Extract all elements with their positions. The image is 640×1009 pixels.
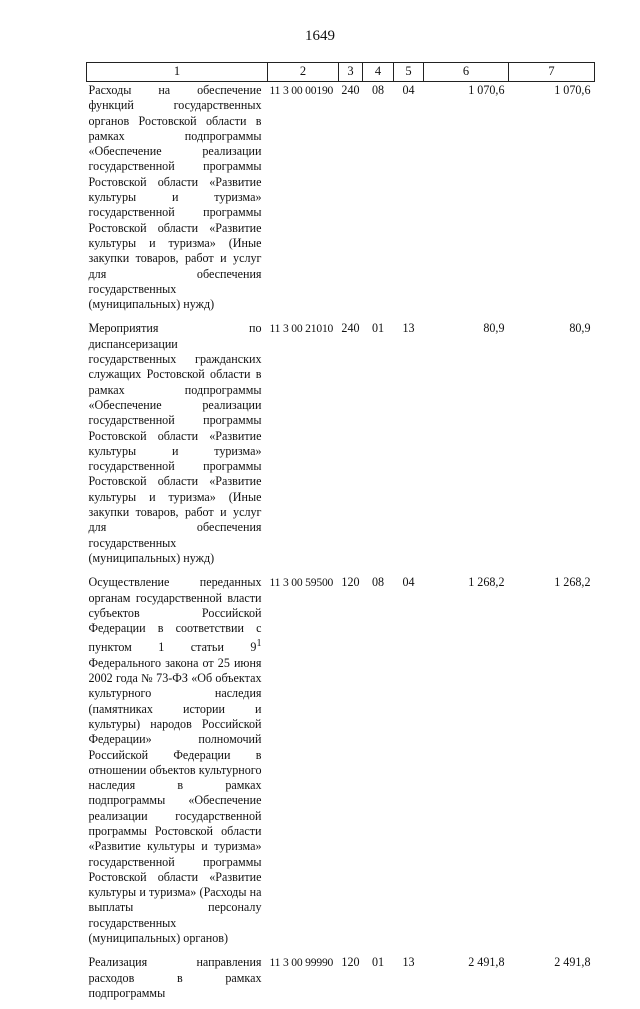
row-section: 01 — [371, 321, 385, 336]
row-section: 08 — [371, 575, 385, 590]
row-subsection: 04 — [402, 575, 415, 590]
table-row — [87, 574, 595, 954]
row-subsection: 04 — [402, 83, 415, 97]
header-col-1: 1 — [87, 63, 268, 82]
header-col-3: 3 — [339, 63, 363, 82]
row-sum-year-2: 1 070,6 — [554, 83, 591, 97]
row-subsection: 13 — [402, 955, 415, 970]
table-row — [87, 320, 595, 574]
table-row — [87, 82, 595, 321]
row-sum-year-1: 1 070,6 — [468, 83, 505, 97]
header-col-7: 7 — [509, 63, 595, 82]
row-sum-year-2: 2 491,8 — [554, 955, 591, 970]
row-description-part-2: Федерального закона от 25 июня 2002 года № 73-ФЗ «Об объектах культурного наследия (памятниках истории и культуры) народов Российской Федерации» полномочий Российской Федерации в отношении объектов культурного наследия в рамках подпрограммы «Обеспечение реализации государственной программы Ростовской области «Развитие культуры и туризма» государственной программы Ростовской области «Развитие культуры и туризма» (Расходы на выплаты персоналу государственных (муниципальных) органов) — [88, 655, 262, 946]
header-col-6: 6 — [424, 63, 509, 82]
row-description: Мероприятия по диспансеризации государственных гражданских служащих Ростовской области в рамках подпрограммы «Обеспечение реализации государственной программы Ростовской области «Развитие культуры и туризма» государственной программы Ростовской области «Развитие культуры и туризма» (Иные закупки товаров, работ и услуг для обеспечения государственных (муниципальных) нужд) — [88, 321, 262, 565]
header-col-4: 4 — [363, 63, 394, 82]
row-target-code: 11 3 00 99990 — [269, 956, 334, 970]
row-sum-year-1: 80,9 — [483, 321, 505, 336]
row-section: 08 — [371, 83, 385, 97]
header-row — [87, 63, 595, 82]
table-header — [87, 63, 595, 82]
row-target-code: 11 3 00 00190 — [269, 84, 334, 97]
row-expense-type: 240 — [341, 321, 360, 336]
row-description: Расходы на обеспечение функций государственных органов Ростовской области в рамках подпрограммы «Обеспечение реализации государственной программы Ростовской области «Развитие культуры и туризма» государственной программы Ростовской области «Развитие культуры и туризма» (Иные закупки товаров, работ и услуг для обеспечения государственных (муниципальных) нужд) — [88, 83, 262, 312]
row-expense-type: 240 — [341, 83, 360, 97]
row-target-code: 11 3 00 59500 — [269, 576, 334, 590]
budget-table — [86, 62, 595, 1009]
row-section: 01 — [371, 955, 385, 970]
header-col-5: 5 — [394, 63, 424, 82]
row-description-part-1: Осуществление переданных органам государственной власти субъектов Российской Федерации в соответствии с пунктом 1 статьи 9 — [88, 575, 262, 655]
row-expense-type: 120 — [341, 955, 360, 970]
row-expense-type: 120 — [341, 575, 360, 590]
table-row — [87, 954, 595, 1009]
row-description — [87, 574, 268, 954]
row-sum-year-1: 2 491,8 — [468, 955, 505, 970]
row-sum-year-1: 1 268,2 — [468, 575, 505, 590]
row-target-code: 11 3 00 21010 — [269, 322, 334, 336]
footnote-superscript: 1 — [256, 638, 262, 650]
header-col-2: 2 — [268, 63, 339, 82]
row-description: Реализация направления расходов в рамках подпрограммы — [88, 955, 262, 1000]
page-number: 1649 — [305, 28, 335, 44]
row-sum-year-2: 80,9 — [569, 321, 591, 336]
row-sum-year-2: 1 268,2 — [554, 575, 591, 590]
row-subsection: 13 — [402, 321, 415, 336]
